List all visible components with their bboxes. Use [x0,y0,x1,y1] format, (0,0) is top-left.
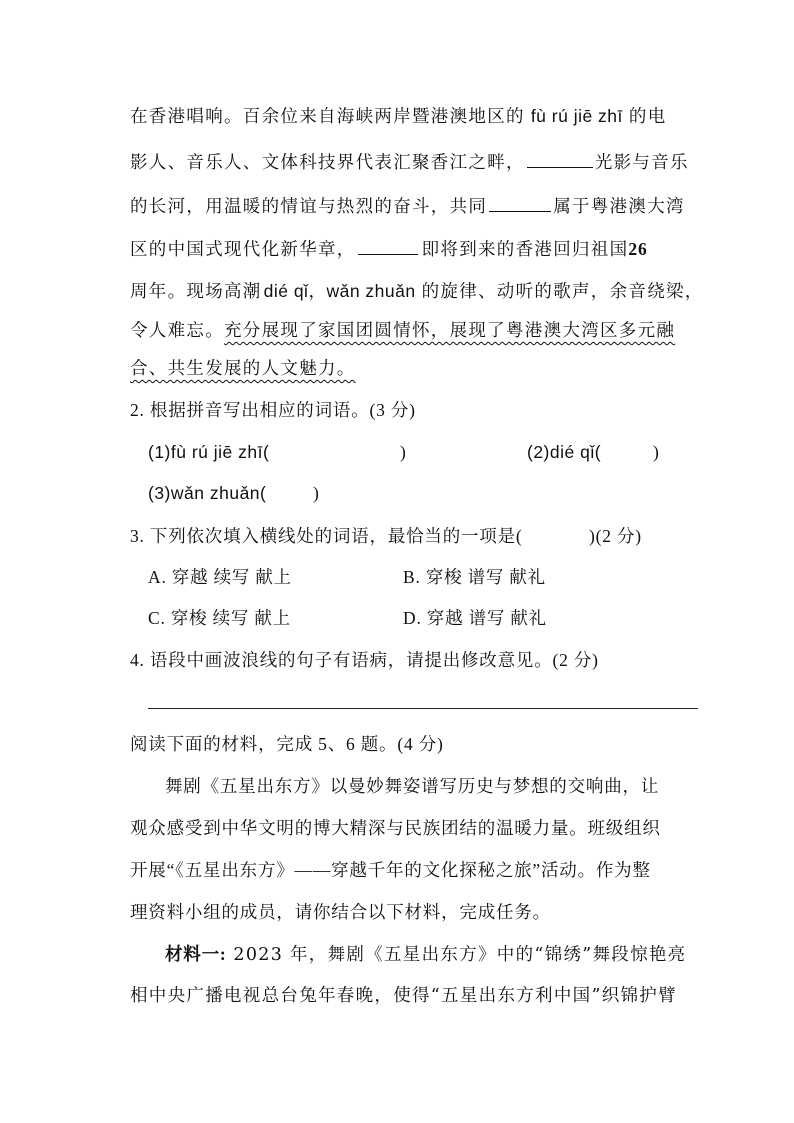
answer-3-close: ) [313,483,320,503]
answer-2-close: ) [653,442,660,462]
wavy-underlined-sentence: 合、共生发展的人文魅力。 [130,359,356,379]
answer-line[interactable] [148,708,698,709]
passage-line-4 [130,236,648,262]
passage-text: 即将到来的香港回归祖国 [421,240,629,260]
answer-3-pinyin [148,481,266,505]
reading-paragraph-line-2: 观众感受到中华文明的博大精深与民族团结的温暖力量。班级组织 [130,818,661,838]
pinyin-fu-ru-jie-zhi: fù rú jiē zhī [530,106,623,126]
answer-1-pinyin [148,440,269,464]
fill-blank-1[interactable] [527,149,593,168]
passage-line-1 [130,104,667,129]
passage-line-2 [130,149,689,175]
passage-text: 的长河，用温暖的情谊与热烈的奋斗，共同 [130,197,488,217]
reading-paragraph-line-4: 理资料小组的成员，请你结合以下材料，完成任务。 [130,902,551,922]
option-a[interactable]: A. 穿越 续写 献上 [148,567,292,587]
option-b[interactable]: B. 穿梭 谱写 献礼 [403,567,546,587]
anniversary-number: 26 [628,239,648,259]
reading-paragraph-line-3: 开展“《五星出东方》——穿越千年的文化探秘之旅”活动。作为整 [130,860,651,880]
answer-1-close: ) [400,442,407,462]
passage-text: 影人、音乐人、文体科技界代表汇聚香江之畔， [130,153,525,173]
answer-3-label: (3)wǎn zhuǎn( [148,483,267,503]
fill-blank-2[interactable] [489,193,551,212]
passage-text: 周年。现场高潮 [130,282,262,302]
material-1-line-1 [165,942,686,967]
passage-text: 区的中国式现代化新华章， [130,240,356,260]
wavy-underlined-sentence: 充分展现了家国团圆情怀，展现了粤港澳大湾区多元融 [224,321,676,341]
passage-text: 令人难忘。 [130,321,224,341]
passage-text: 光影与音乐 [594,153,689,173]
passage-line-7 [130,357,356,381]
question-3-score: )(2 分) [589,526,642,546]
reading-intro: 阅读下面的材料，完成 5、6 题。(4 分) [130,734,444,754]
answer-2-label: (2)dié qǐ( [527,442,602,462]
question-3-stem: 3. 下列依次填入横线处的词语，最恰当的一项是( [130,526,523,546]
question-4-stem: 4. 语段中画波浪线的句子有语病，请提出修改意见。(2 分) [130,650,599,670]
option-c[interactable]: C. 穿梭 续写 献上 [148,608,291,628]
reading-paragraph-line-1: 舞剧《五星出东方》以曼妙舞姿谱写历史与梦想的交响曲，让 [165,776,660,796]
material-1-line-2: 相中央广播电视总台兔年春晚，使得“五星出东方利中国”织锦护臂 [130,986,677,1006]
fill-blank-3[interactable] [358,236,418,255]
question-2-stem: 2. 根据拼音写出相应的词语。(3 分) [130,400,416,420]
passage-text: 在香港唱响。百余位来自海峡两岸暨港澳地区的 [130,107,525,127]
passage-text: 属于粤港澳大湾 [553,197,685,217]
passage-line-5 [130,279,704,304]
material-1-text: 2023 年，舞剧《五星出东方》中的“锦绣”舞段惊艳亮 [226,945,687,965]
passage-line-3 [130,193,685,219]
passage-line-6 [130,319,675,343]
answer-2-pinyin [527,440,601,464]
material-1-label: 材料一: [165,944,227,964]
passage-text: 的旋律、动听的歌声，余音绕梁， [421,282,704,302]
passage-text: 的电 [628,107,667,127]
answer-1-label: (1)fù rú jiē zhī( [148,442,270,462]
option-d[interactable]: D. 穿越 谱写 献礼 [403,608,547,628]
pinyin-die-qi-wan-zhuan: dié qǐ，wǎn zhuǎn [263,281,416,301]
